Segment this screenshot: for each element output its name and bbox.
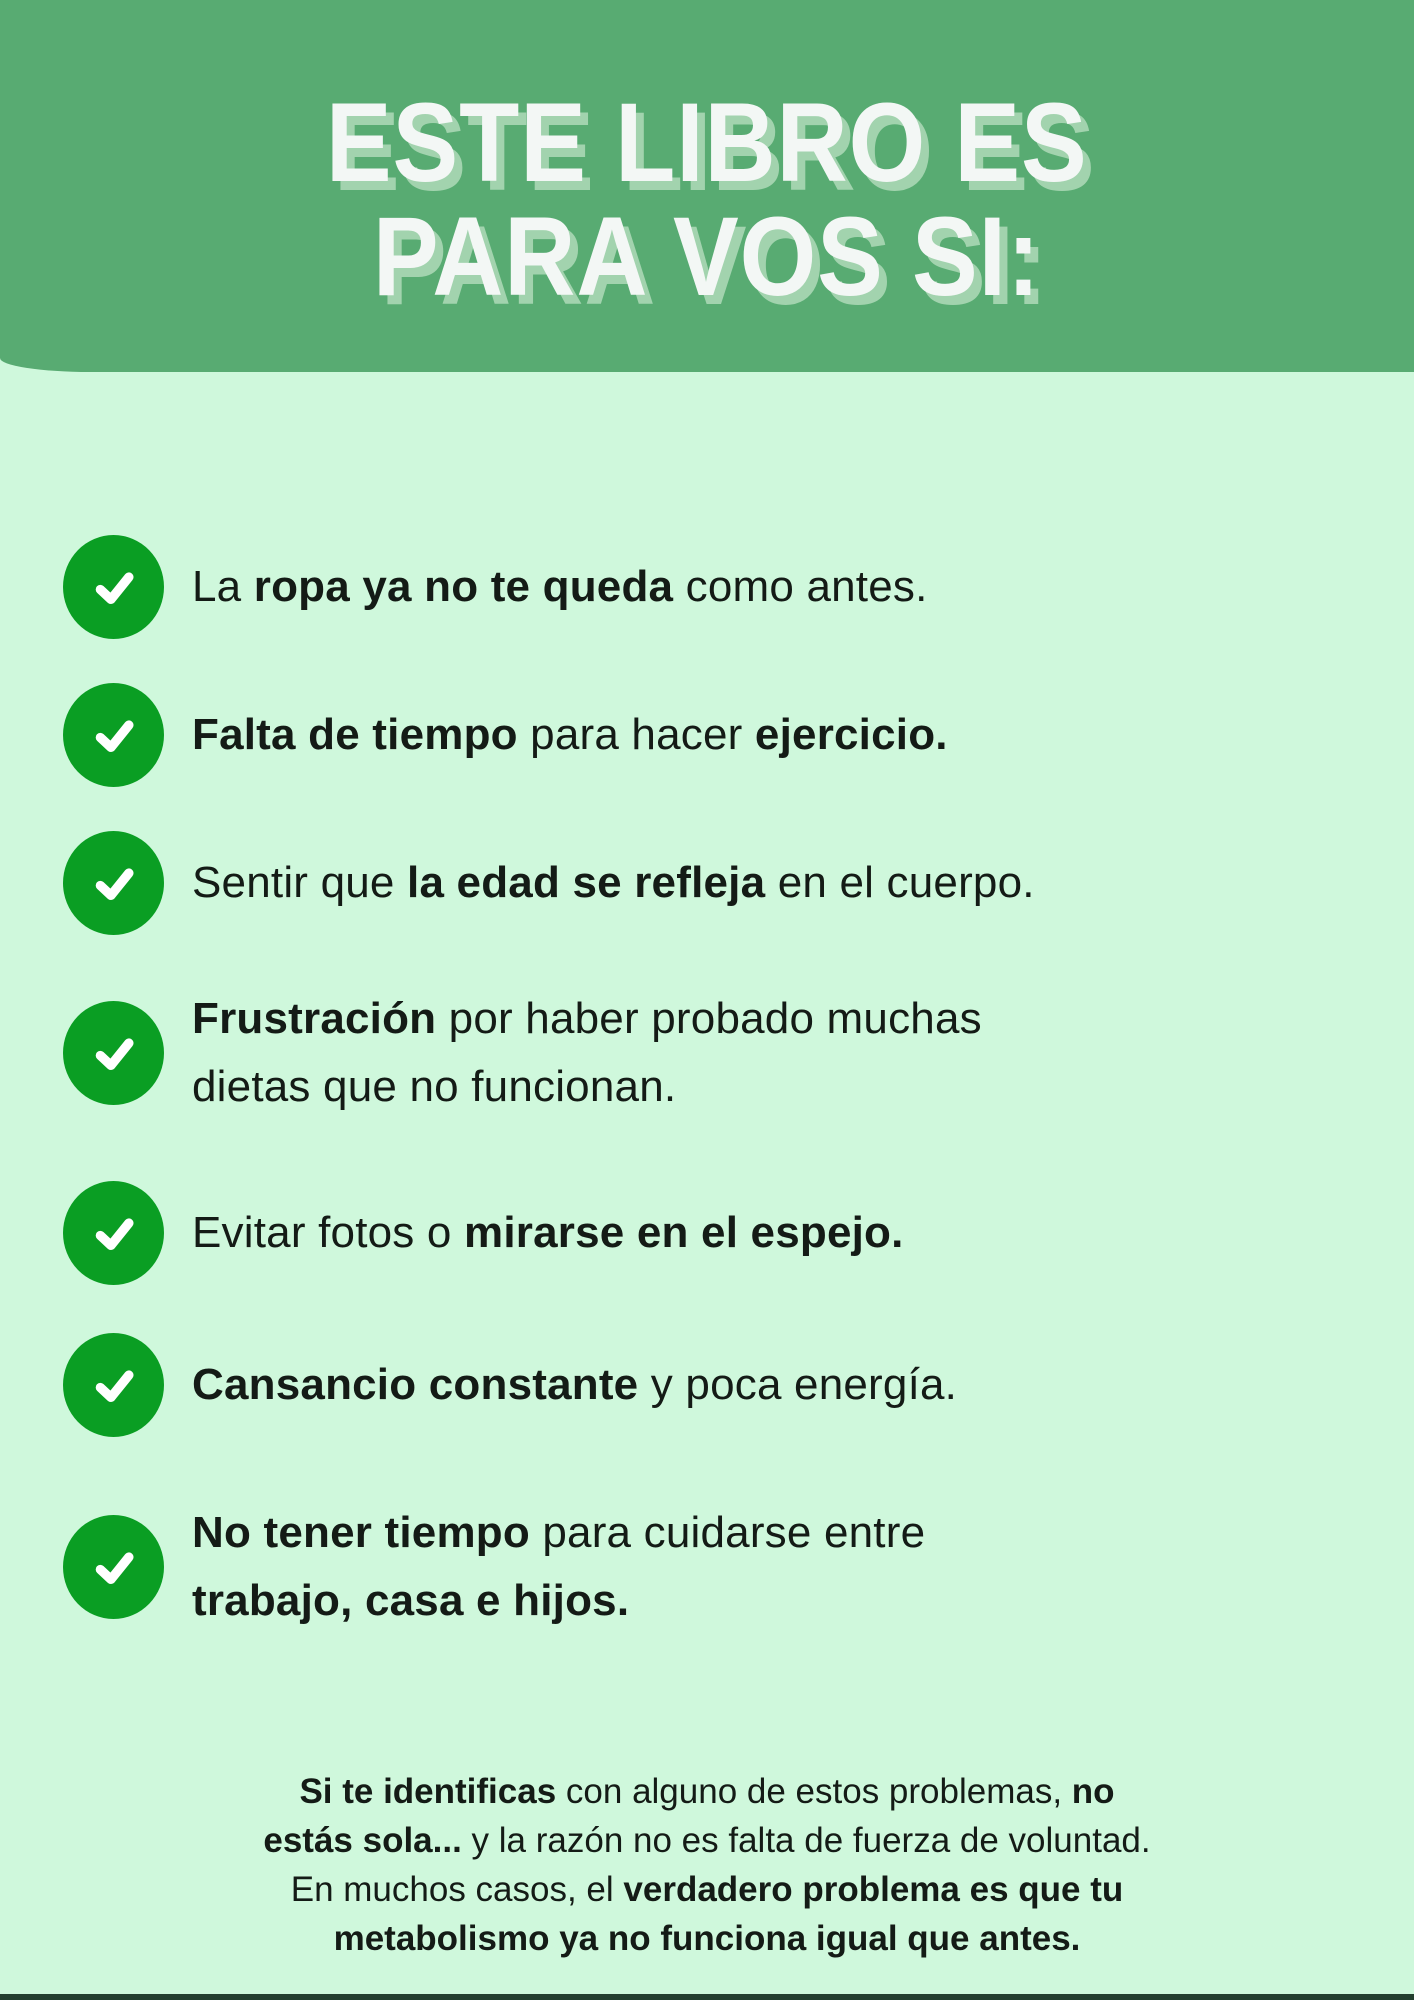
checklist-item	[63, 1499, 1334, 1635]
check-icon	[63, 831, 164, 935]
checklist-item	[63, 683, 1334, 787]
checklist-item	[63, 831, 1334, 935]
checklist-item	[63, 1333, 1334, 1437]
bottom-bar	[0, 1994, 1414, 2000]
checklist-item-text: Frustración por haber probado muchas dietas que no funcionan.	[192, 994, 982, 1111]
footer-paragraph: Si te identificas con alguno de estos problemas, no estás sola... y la razón no es falta de fuerza de voluntad. En muchos casos, el verdadero problema es que tu metabolismo ya no funciona igual que antes.	[263, 1772, 1151, 1958]
check-icon	[63, 1181, 164, 1285]
page-title	[326, 79, 1088, 319]
checklist-item-text: Evitar fotos o mirarse en el espejo.	[192, 1208, 904, 1257]
checklist-item	[63, 1181, 1334, 1285]
check-icon	[63, 1515, 164, 1619]
checklist	[0, 535, 1414, 1635]
checklist-item-text: Falta de tiempo para hacer ejercicio.	[192, 710, 948, 759]
page-title-line2: PARA VOS SI:	[373, 194, 1041, 319]
checklist-item-text: Cansancio constante y poca energía.	[192, 1360, 958, 1409]
checklist-item	[63, 985, 1334, 1121]
checklist-item-text: Sentir que la edad se refleja en el cuerpo.	[192, 858, 1035, 907]
checklist-item-text: No tener tiempo para cuidarse entre trabajo, casa e hijos.	[192, 1508, 926, 1625]
check-icon	[63, 535, 164, 639]
page-title-line1: ESTE LIBRO ES	[326, 79, 1088, 205]
checklist-item	[63, 535, 1334, 639]
check-icon	[63, 683, 164, 787]
checklist-item-text: La ropa ya no te queda como antes.	[192, 562, 928, 611]
check-icon	[63, 1333, 164, 1437]
check-icon	[63, 1001, 164, 1105]
header-banner	[0, 0, 1414, 372]
